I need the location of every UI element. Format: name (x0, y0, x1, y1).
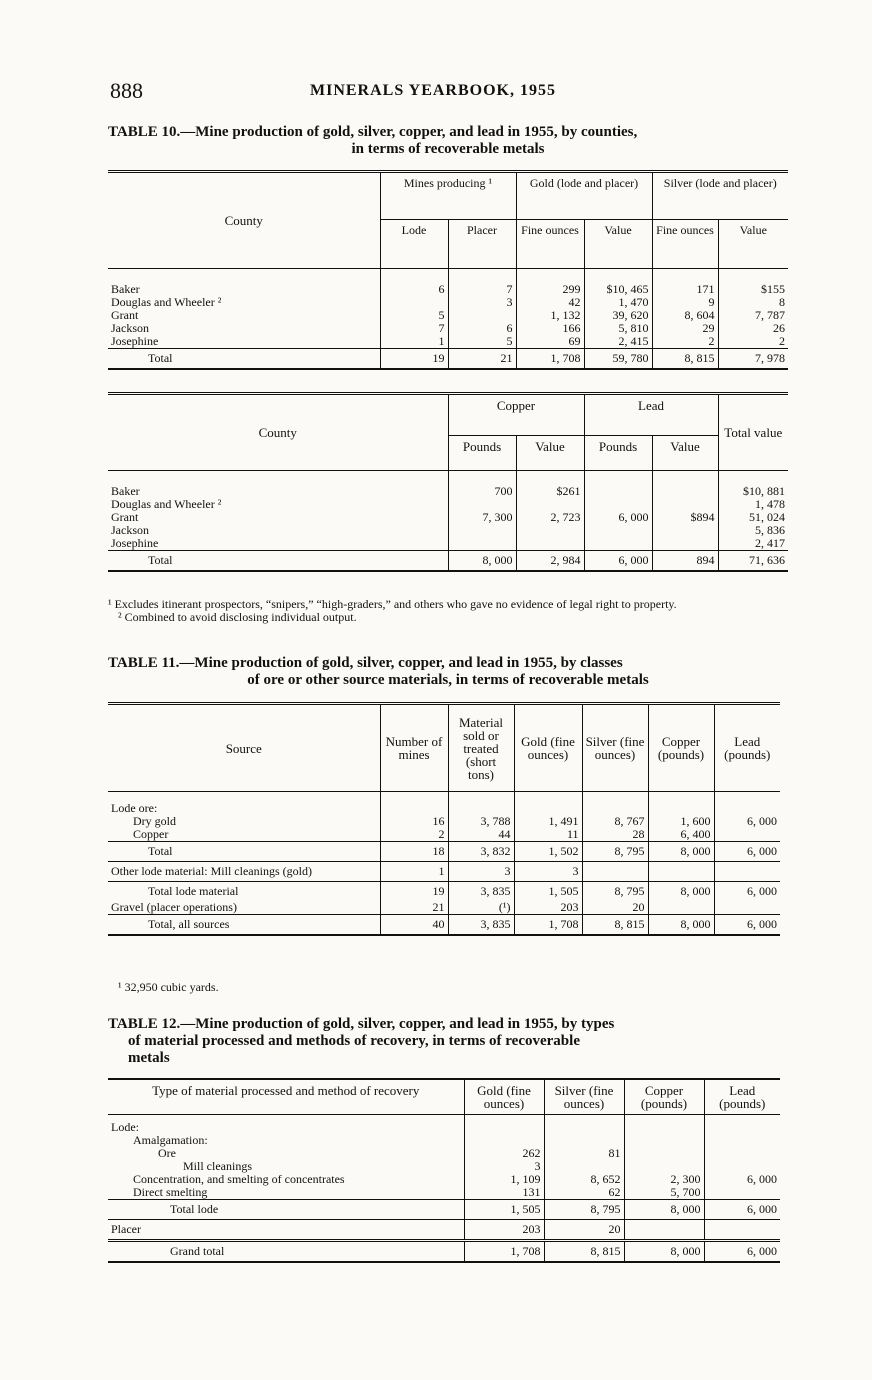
table-cell (584, 524, 652, 537)
table-cell: 1, 470 (584, 296, 652, 309)
table-cell: 2, 300 (624, 1173, 704, 1186)
table-cell: Douglas and Wheeler ² (111, 296, 222, 309)
table-cell: 7 (380, 322, 448, 335)
table-subtotal-row (108, 842, 780, 862)
table-cell (448, 309, 516, 322)
table-cell: 131 (464, 1186, 544, 1200)
table-cell: 6, 000 (704, 1241, 780, 1263)
table-cell: 8, 795 (582, 842, 648, 862)
table-cell: 166 (516, 322, 584, 335)
footnote-2: ² Combined to avoid disclosing individual output. (118, 610, 357, 624)
table-cell: 18 (380, 842, 448, 862)
table-cell: Ore (158, 1147, 176, 1160)
row-group-lode-ore: Lode ore: (111, 801, 158, 815)
table12-title-line2: of material processed and methods of recovery, in terms of recoverable (128, 1033, 580, 1049)
table-cell: Gravel (placer operations) (111, 901, 237, 914)
table-cell (652, 537, 718, 551)
table-cell: 5, 836 (718, 524, 788, 537)
table-cell: 8, 000 (624, 1241, 704, 1263)
table-cell (448, 537, 516, 551)
table-cell: 19 (380, 349, 448, 370)
table10-title-line1: TABLE 10.—Mine production of gold, silver, copper, and lead in 1955, by counties, (108, 124, 638, 140)
table-total-row (108, 349, 788, 370)
col-lead-value: Value (652, 436, 718, 471)
table10-part1 (108, 170, 788, 370)
table-cell: 894 (652, 551, 718, 572)
table-cell: 39, 620 (584, 309, 652, 322)
table-cell (448, 524, 516, 537)
table-cell (582, 862, 648, 882)
table-cell (584, 485, 652, 498)
col-gold-fine: Fine ounces (516, 220, 584, 269)
table-cell: 6, 400 (648, 828, 714, 842)
col-silver: Silver (fine ounces) (582, 704, 648, 792)
table-cell (648, 901, 714, 915)
table-total-row (108, 551, 788, 572)
table-cell: 8, 604 (652, 309, 718, 322)
table-cell: Mill cleanings (183, 1160, 252, 1173)
table11-title-line2: of ore or other source materials, in terms of recoverable metals (247, 672, 649, 688)
table-cell (714, 828, 780, 842)
table-row (108, 828, 780, 842)
table-cell: 40 (380, 915, 448, 936)
table-cell: 20 (544, 1220, 624, 1241)
table-cell: 6, 000 (704, 1200, 780, 1220)
table-cell: $894 (652, 511, 718, 524)
table-cell: Total lode material (108, 882, 380, 902)
table-cell: 81 (544, 1147, 624, 1160)
table-cell: 8, 000 (448, 551, 516, 572)
table-cell: 7, 300 (448, 511, 516, 524)
table-cell: 42 (516, 296, 584, 309)
table-cell: 6, 000 (704, 1173, 780, 1186)
table-cell: 1, 600 (648, 815, 714, 828)
table-row (108, 537, 788, 551)
table12-title-line1: TABLE 12.—Mine production of gold, silver, copper, and lead in 1955, by types (108, 1016, 615, 1032)
table-row (108, 485, 788, 498)
table-cell: 203 (464, 1220, 544, 1241)
table-cell: $10, 465 (584, 283, 652, 296)
table-row (108, 882, 780, 902)
col-gold: Gold (fine ounces) (514, 704, 582, 792)
table-cell (652, 524, 718, 537)
table-cell: 2, 723 (516, 511, 584, 524)
table-cell (516, 524, 584, 537)
table10-title (108, 124, 788, 158)
table-cell: 6, 000 (714, 915, 780, 936)
table-cell: Douglas and Wheeler ² (111, 498, 222, 511)
table-cell: 3, 832 (448, 842, 514, 862)
table-cell: 20 (582, 901, 648, 915)
table-cell: Grant (111, 511, 139, 524)
table-cell: 1, 132 (516, 309, 584, 322)
table-cell: 171 (652, 283, 718, 296)
table10-title-line2: in terms of recoverable metals (351, 141, 545, 157)
table-cell: Total lode (108, 1200, 464, 1220)
table10-part2 (108, 392, 788, 572)
table-cell (380, 296, 448, 309)
table-cell: 6 (448, 322, 516, 335)
table-row (108, 862, 780, 882)
table-cell: Josephine (111, 537, 159, 550)
col-county: County (108, 172, 380, 269)
table-cell: 11 (514, 828, 582, 842)
table-cell: $10, 881 (718, 485, 788, 498)
table-cell: 2 (718, 335, 788, 349)
table10-footnotes (108, 598, 788, 624)
table-cell: 1, 502 (514, 842, 582, 862)
table-cell: 262 (464, 1147, 544, 1160)
table-row (108, 309, 788, 322)
table-cell: 1, 708 (464, 1241, 544, 1263)
footnote-1: ¹ Excludes itinerant prospectors, “snipers,” “high-graders,” and others who gave no evidence of legal right to property. (108, 597, 677, 611)
table-cell: 3 (514, 862, 582, 882)
col-lead: Lead (584, 394, 718, 436)
table-cell: 51, 024 (718, 511, 788, 524)
table-cell: 2, 415 (584, 335, 652, 349)
table-cell: 44 (448, 828, 514, 842)
table-cell: 8, 815 (582, 915, 648, 936)
table-cell (704, 1186, 780, 1200)
table-cell: 8, 652 (544, 1173, 624, 1186)
table-row (108, 283, 788, 296)
table-row (108, 1220, 780, 1241)
table-cell: 8, 815 (652, 349, 718, 370)
table-cell: Dry gold (133, 815, 176, 828)
table-cell: Josephine (111, 335, 159, 348)
table-row (108, 498, 788, 511)
col-gold-value: Value (584, 220, 652, 269)
running-header (110, 78, 790, 106)
table11-footnote: ¹ 32,950 cubic yards. (118, 980, 219, 994)
table11-title (108, 655, 788, 689)
table-cell: 3, 788 (448, 815, 514, 828)
table-cell: 21 (380, 901, 448, 915)
col-copper: Copper (pounds) (648, 704, 714, 792)
col-silver-value: Value (718, 220, 788, 269)
table-cell: Baker (111, 283, 140, 296)
table-cell: Direct smelting (133, 1186, 208, 1199)
table-cell: 700 (448, 485, 516, 498)
table-cell: 69 (516, 335, 584, 349)
table-cell: 8, 000 (648, 842, 714, 862)
table-cell: Baker (111, 485, 140, 498)
running-title: MINERALS YEARBOOK, 1955 (310, 82, 556, 99)
col-number-of-mines: Number of mines (380, 704, 448, 792)
col-total-value: Total value (718, 394, 788, 471)
table-cell: 1, 109 (464, 1173, 544, 1186)
table-cell: 1, 505 (464, 1200, 544, 1220)
table-cell: 5, 810 (584, 322, 652, 335)
col-silver: Silver (fine ounces) (544, 1079, 624, 1115)
table-cell: Total (108, 551, 448, 572)
table-cell: 7, 787 (718, 309, 788, 322)
table-cell: Placer (108, 1220, 464, 1241)
table-cell: 28 (582, 828, 648, 842)
table-cell: 2, 984 (516, 551, 584, 572)
col-silver: Silver (lode and placer) (652, 172, 788, 220)
table-cell: 8, 767 (582, 815, 648, 828)
table-cell: 6, 000 (584, 511, 652, 524)
table-cell: Copper (133, 828, 169, 841)
table-cell (714, 901, 780, 915)
table-cell (624, 1220, 704, 1241)
table-cell: Grand total (108, 1241, 464, 1263)
col-source: Source (108, 704, 380, 792)
table-cell (652, 485, 718, 498)
table-cell: 299 (516, 283, 584, 296)
table-cell: 1, 478 (718, 498, 788, 511)
table-cell: 1, 505 (514, 882, 582, 902)
table-row (108, 1147, 780, 1160)
col-silver-fine: Fine ounces (652, 220, 718, 269)
table-cell: 8, 000 (648, 882, 714, 902)
row-group-amalgamation: Amalgamation: (133, 1134, 208, 1147)
table-cell: 1 (380, 862, 448, 882)
table-cell: 3, 835 (448, 882, 514, 902)
table-cell: 71, 636 (718, 551, 788, 572)
table-cell: 6, 000 (584, 551, 652, 572)
table-cell: 5, 700 (624, 1186, 704, 1200)
table-cell: 16 (380, 815, 448, 828)
col-lead: Lead (pounds) (714, 704, 780, 792)
table-cell: 3 (464, 1160, 544, 1173)
table-row (108, 524, 788, 537)
table-cell: 8, 000 (624, 1200, 704, 1220)
table-cell: 8 (718, 296, 788, 309)
table-cell: 59, 780 (584, 349, 652, 370)
col-copper-value: Value (516, 436, 584, 471)
table-cell: Total (108, 349, 380, 370)
col-county: County (108, 394, 448, 471)
table-cell: Total, all sources (108, 915, 380, 936)
table-total-row (108, 1241, 780, 1263)
table-cell: 2, 417 (718, 537, 788, 551)
table-cell: 6 (380, 283, 448, 296)
table-row (108, 1186, 780, 1200)
col-copper: Copper (pounds) (624, 1079, 704, 1115)
table-cell: 1, 491 (514, 815, 582, 828)
table-total-row (108, 915, 780, 936)
row-group-lode: Lode: (111, 1120, 139, 1134)
page-number: 888 (110, 78, 143, 103)
table-cell: 5 (448, 335, 516, 349)
table-cell: 1, 708 (514, 915, 582, 936)
col-copper-pounds: Pounds (448, 436, 516, 471)
col-lead: Lead (pounds) (704, 1079, 780, 1115)
table-cell (624, 1147, 704, 1160)
table-cell (704, 1220, 780, 1241)
table-cell: 9 (652, 296, 718, 309)
col-type-of-material: Type of material processed and method of recovery (108, 1079, 464, 1115)
table11 (108, 702, 780, 936)
table12-title (108, 1016, 788, 1067)
table-cell (516, 537, 584, 551)
table-cell (704, 1147, 780, 1160)
table12 (108, 1078, 780, 1263)
table-row (108, 322, 788, 335)
table-cell: 21 (448, 349, 516, 370)
table-cell: 7 (448, 283, 516, 296)
table12-title-line3: metals (128, 1050, 170, 1066)
col-material: Material sold or treated (short tons) (448, 704, 514, 792)
table-cell (714, 862, 780, 882)
table-cell: 3 (448, 862, 514, 882)
table-cell: 62 (544, 1186, 624, 1200)
table-cell (584, 537, 652, 551)
table-cell: $261 (516, 485, 584, 498)
table-cell: Total (108, 842, 380, 862)
table-cell: Grant (111, 309, 139, 322)
table-cell: 26 (718, 322, 788, 335)
table-cell: 29 (652, 322, 718, 335)
col-mines-producing: Mines producing ¹ (380, 172, 516, 220)
table-cell: 8, 815 (544, 1241, 624, 1263)
table-cell: Jackson (111, 524, 149, 537)
table-cell: Other lode material: Mill cleanings (gold) (108, 862, 380, 882)
table-cell: 6, 000 (714, 815, 780, 828)
table-cell: 3, 835 (448, 915, 514, 936)
table-cell: Jackson (111, 322, 149, 335)
col-lode: Lode (380, 220, 448, 269)
table-cell: 8, 000 (648, 915, 714, 936)
table-cell: 6, 000 (714, 842, 780, 862)
col-gold: Gold (fine ounces) (464, 1079, 544, 1115)
table-cell: 5 (380, 309, 448, 322)
table-cell: 8, 795 (544, 1200, 624, 1220)
table-cell: 19 (380, 882, 448, 902)
table-cell: 203 (514, 901, 582, 915)
table-row (108, 511, 788, 524)
col-lead-pounds: Pounds (584, 436, 652, 471)
table-cell: 8, 795 (582, 882, 648, 902)
table-subtotal-row (108, 1200, 780, 1220)
table-cell: Concentration, and smelting of concentrates (133, 1173, 345, 1186)
table-cell: 2 (380, 828, 448, 842)
table-cell: $155 (718, 283, 788, 296)
table-row (108, 901, 780, 915)
table-cell: 6, 000 (714, 882, 780, 902)
table-cell (648, 862, 714, 882)
table-cell: (¹) (448, 901, 514, 915)
table-cell: 7, 978 (718, 349, 788, 370)
table11-title-line1: TABLE 11.—Mine production of gold, silver, copper, and lead in 1955, by classes (108, 655, 623, 671)
table-cell: 2 (652, 335, 718, 349)
table-cell: 1, 708 (516, 349, 584, 370)
col-placer: Placer (448, 220, 516, 269)
col-copper: Copper (448, 394, 584, 436)
col-gold: Gold (lode and placer) (516, 172, 652, 220)
table-row (108, 335, 788, 349)
table-cell: 3 (448, 296, 516, 309)
table-cell: 1 (380, 335, 448, 349)
